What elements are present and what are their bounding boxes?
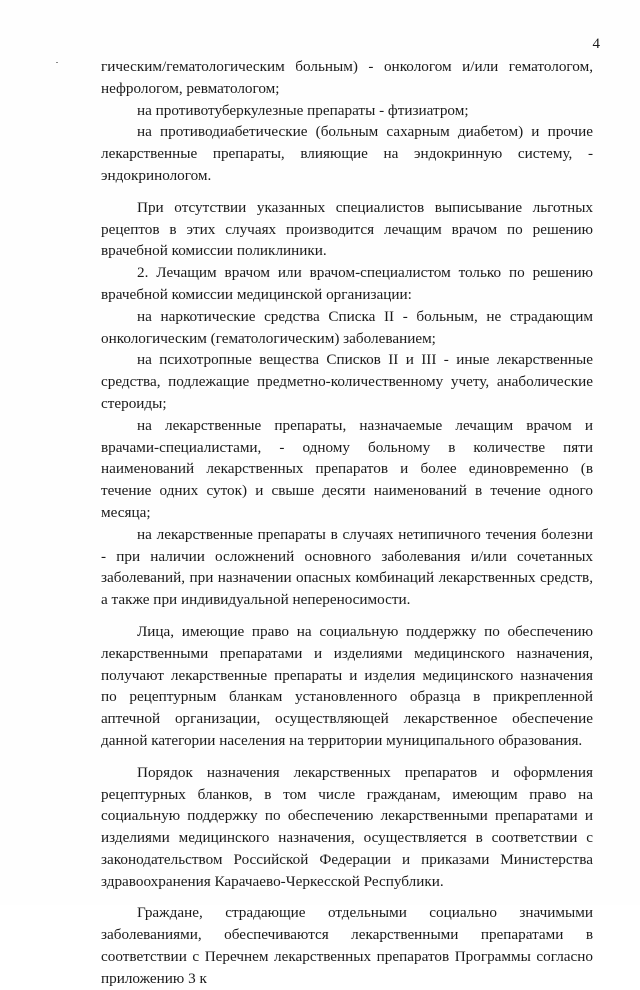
paragraph: Граждане, страдающие отдельными социально значимыми заболеваниями, обеспечиваются лекарственными препаратами в соответствии с Перечнем лекарственных препаратов Программы согласно приложению 3 к <box>101 904 593 987</box>
paragraph: на лекарственные препараты, назначаемые лечащим врачом и врачами-специалистами, - одному больному в количестве пяти наименований лекарственных препаратов и более единовременно (в течение одних суток) и свыше десяти наименований в течение одного месяца; <box>101 416 593 521</box>
scan-speck <box>56 62 58 63</box>
paragraph: на наркотические средства Списка II - больным, не страдающим онкологическим (гематологическим) заболеванием; <box>101 307 593 347</box>
paragraph: на психотропные вещества Списков II и III - иные лекарственные средства, подлежащие предметно-количественному учету, анаболические стероиды; <box>101 351 593 412</box>
paragraph: 2. Лечащим врачом или врачом-специалистом только по решению врачебной комиссии медицинской организации: <box>101 264 593 303</box>
paragraph: Лица, имеющие право на социальную поддержку по обеспечению лекарственными препаратами и изделиями медицинского назначения, получают лекарственные препараты и изделия медицинского назначения по рецептурным бланкам установленного образца в прикрепленной аптечной организации, осуществляющей лекарственное обеспечение данной категории населения на территории муниципального образования. <box>101 622 593 749</box>
paragraph: на противотуберкулезные препараты - фтизиатром; <box>137 101 469 119</box>
document-body <box>101 56 593 990</box>
paragraph: на противодиабетические (больным сахарным диабетом) и прочие лекарственные препараты, влияющие на эндокринную систему, - эндокринологом. <box>101 123 593 184</box>
paragraph: гическим/гематологическим больным) - онкологом и/или гематологом, нефрологом, ревматологом; <box>101 58 593 97</box>
paragraph: на лекарственные препараты в случаях нетипичного течения болезни - при наличии осложнений основного заболевания и/или сочетанных заболеваний, при назначении опасных комбинаций лекарственных средств, а также при индивидуальной непереносимости. <box>101 525 593 609</box>
paragraph: Порядок назначения лекарственных препаратов и оформления рецептурных бланков, в том числе гражданам, имеющим право на социальную поддержку по обеспечению лекарственными препаратами и изделиями медицинского назначения, осуществляется в соответствии с законодательством Российской Федерации и приказами Министерства здравоохранения Карачаево-Черкесской Республики. <box>101 763 593 890</box>
paragraph: При отсутствии указанных специалистов выписывание льготных рецептов в этих случаях производится лечащим врачом по решению врачебной комиссии поликлиники. <box>101 198 593 260</box>
page-number: 4 <box>592 36 600 52</box>
